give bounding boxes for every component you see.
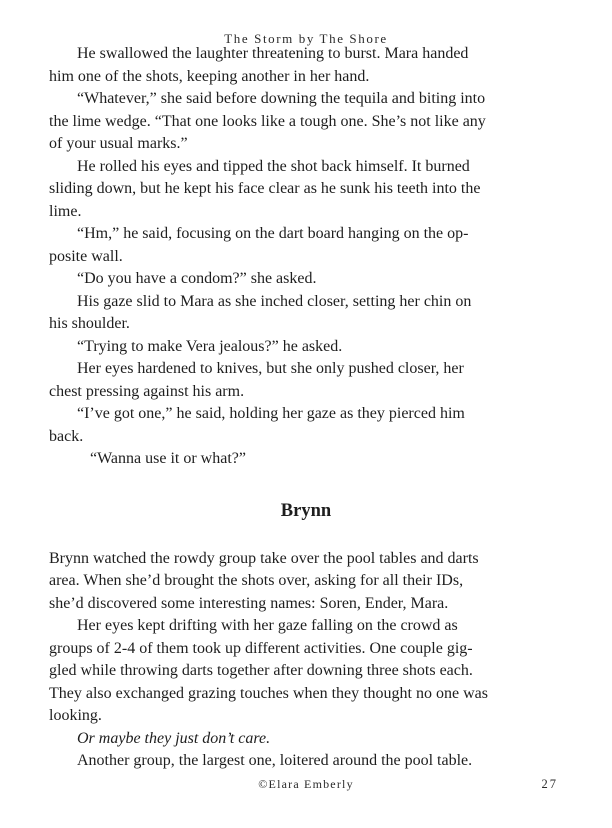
body-text	[49, 43, 563, 773]
footer-author: ©Elara Emberly	[258, 777, 354, 791]
body-line: groups of 2-4 of them took up different activities. One couple gig-	[49, 639, 473, 657]
paragraph	[49, 403, 563, 448]
body-line: sliding down, but he kept his face clear as he sunk his teeth into the	[49, 180, 481, 197]
body-line: of your usual marks.”	[49, 135, 188, 152]
paragraph	[49, 43, 563, 88]
body-line: Another group, the largest one, loitered around the pool table.	[77, 752, 473, 769]
paragraph	[49, 223, 563, 268]
body-line: him one of the shots, keeping another in her hand.	[49, 67, 370, 85]
body-line: Brynn watched the rowdy group take over the pool tables and darts	[49, 549, 479, 567]
section-heading: Brynn	[280, 500, 332, 521]
paragraph	[49, 291, 563, 336]
paragraph	[49, 156, 563, 224]
body-line: “I’ve got one,” he said, holding her gaze as they pierced him	[77, 405, 465, 422]
body-line: looking.	[49, 707, 102, 724]
paragraph	[49, 548, 563, 616]
body-line: the lime wedge. “That one looks like a tough one. She’s not like any	[49, 112, 486, 130]
body-line: back.	[49, 427, 84, 445]
paragraph	[49, 358, 563, 403]
paragraph	[49, 750, 563, 773]
body-line: lime.	[49, 202, 82, 220]
running-header: The Storm by The Shore	[224, 31, 388, 46]
body-line: his shoulder.	[49, 315, 130, 332]
body-line: “Hm,” he said, focusing on the dart board hanging on the op-	[77, 225, 469, 242]
paragraph	[49, 88, 563, 156]
body-line: “Whatever,” she said before downing the tequila and biting into	[77, 90, 486, 107]
body-line: Her eyes hardened to knives, but she only pushed closer, her	[77, 360, 464, 377]
paragraph	[49, 728, 563, 751]
paragraph	[49, 268, 563, 291]
body-line: Her eyes kept drifting with her gaze falling on the crowd as	[77, 617, 458, 634]
body-line: Or maybe they just don’t care.	[77, 729, 271, 747]
body-line: posite wall.	[49, 247, 123, 265]
paragraph	[49, 615, 563, 728]
body-line: she’d discovered some interesting names: Soren, Ender, Mara.	[49, 594, 449, 612]
body-line: His gaze slid to Mara as she inched closer, setting her chin on	[77, 292, 472, 310]
paragraph	[49, 336, 563, 359]
page-number: 27	[541, 777, 558, 791]
paragraph	[49, 448, 563, 471]
body-line: area. When she’d brought the shots over, asking for all their IDs,	[49, 572, 464, 589]
body-line: gled while throwing darts together after downing three shots each.	[49, 662, 473, 679]
body-line: “Do you have a condom?” she asked.	[77, 270, 317, 287]
body-line: They also exchanged grazing touches when they thought no one was	[49, 684, 488, 702]
body-line: He rolled his eyes and tipped the shot back himself. It burned	[77, 157, 470, 175]
body-line: He swallowed the laughter threatening to burst. Mara handed	[77, 45, 469, 62]
body-line: “Wanna use it or what?”	[90, 450, 246, 467]
body-line: “Trying to make Vera jealous?” he asked.	[77, 337, 343, 355]
body-line: chest pressing against his arm.	[49, 382, 245, 400]
